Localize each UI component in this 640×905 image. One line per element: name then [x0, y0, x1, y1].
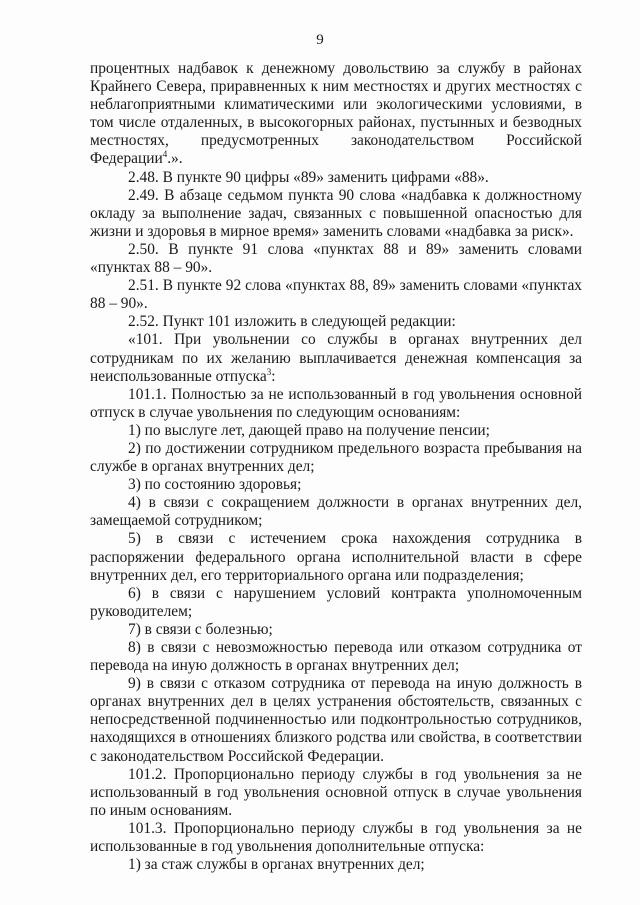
- paragraph-item-8: [90, 639, 582, 675]
- paragraph-text: 6) в связи с нарушением условий контракта уполномоченным руководителем;: [90, 584, 582, 620]
- paragraph-p-2-49: [90, 187, 582, 241]
- paragraph-item-2: [90, 440, 582, 476]
- paragraph-text: 101.1. Полностью за не использованный в год увольнения основной отпуск в случае увольнения по следующим основаниям:: [90, 385, 582, 421]
- paragraph-text: 7) в связи с болезнью;: [128, 620, 273, 638]
- paragraph-item-3: [90, 476, 582, 494]
- paragraph-item-7: [90, 621, 582, 639]
- footnote-marker: 3: [266, 366, 272, 377]
- paragraph-p-101-2: [90, 766, 582, 820]
- document-body: [90, 60, 582, 874]
- paragraph-sub-1: [90, 856, 582, 874]
- paragraph-text: процентных надбавок к денежному довольствию за службу в районах Крайнего Севера, приравненных к ним местностях и других местностях с неблагоприятными климатическими или экологическими условиями, в том числе отдаленных, в высокогорных районах, пустынных и безводных местностях, предусмотренных законодательством Российской Федерации: [90, 60, 582, 168]
- paragraph-p-2-48: [90, 169, 582, 187]
- paragraph-text: 1) по выслуге лет, дающей право на получение пенсии;: [128, 421, 490, 439]
- paragraph-text: 5) в связи с истечением срока нахождения сотрудника в распоряжении федерального органа исполнительной власти в сфере внутренних дел, его территориального органа или подразделения;: [90, 530, 582, 584]
- paragraph-p-101-3: [90, 820, 582, 856]
- paragraph-text: 2.52. Пункт 101 изложить в следующей редакции:: [128, 313, 456, 331]
- paragraph-p-2-50: [90, 241, 582, 277]
- page-number: 9: [316, 32, 324, 48]
- paragraph-tail: :: [271, 367, 276, 385]
- paragraph-p-101: [90, 331, 582, 385]
- paragraph-item-6: [90, 585, 582, 621]
- paragraph-text: 2) по достижении сотрудником предельного возраста пребывания на службе в органах внутренних дел;: [90, 439, 582, 476]
- paragraph-text: 8) в связи с невозможностью перевода или отказом сотрудника от перевода на иную должность в органах внутренних дел;: [90, 639, 582, 675]
- paragraph-text: 101.2. Пропорционально периоду службы в год увольнения за не использованный в год увольнения основной отпуск в случае увольнения по иным основаниям.: [90, 765, 582, 819]
- paragraph-tail: .».: [167, 150, 183, 168]
- paragraph-item-1: [90, 422, 582, 440]
- footnote-marker: 4: [162, 149, 168, 160]
- paragraph-p-2-52: [90, 313, 582, 331]
- paragraph-text: 2.50. В пункте 91 слова «пунктах 88 и 89» заменить словами «пунктах 88 – 90».: [90, 240, 582, 277]
- paragraph-item-5: [90, 530, 582, 584]
- paragraph-p-2-51: [90, 277, 582, 313]
- paragraph-text: 4) в связи с сокращением должности в органах внутренних дел, замещаемой сотрудником;: [90, 494, 582, 530]
- paragraph-cont: [90, 60, 582, 169]
- paragraph-text: 2.49. В абзаце седьмом пункта 90 слова «надбавка к должностному окладу за выполнение задач, связанных с повышенной опасностью для жизни и здоровья в мирное время» заменить словами «надбавка за риск».: [90, 186, 582, 240]
- paragraph-p-101-1: [90, 386, 582, 422]
- paragraph-text: 101.3. Пропорционально периоду службы в год увольнения за не использованные в год увольнения дополнительные отпуска:: [90, 819, 582, 856]
- paragraph-item-9: [90, 675, 582, 765]
- paragraph-text: 2.51. В пункте 92 слова «пунктах 88, 89» заменить словами «пунктах 88 – 90».: [90, 277, 582, 313]
- paragraph-text: 1) за стаж службы в органах внутренних дел;: [128, 856, 425, 874]
- paragraph-item-4: [90, 494, 582, 530]
- paragraph-text: 2.48. В пункте 90 цифры «89» заменить цифрами «88».: [128, 168, 489, 186]
- paragraph-text: 3) по состоянию здоровья;: [128, 476, 302, 494]
- paragraph-text: «101. При увольнении со службы в органах внутренних дел сотрудникам по их желанию выплачивается денежная компенсация за неиспользованные отпуска: [90, 331, 582, 385]
- paragraph-text: 9) в связи с отказом сотрудника от перевода на иную должность в органах внутренних дел в целях устранения обстоятельств, связанных с непосредственной подчиненностью или подконтрольностью сотрудников, находящихся в отношениях близкого родства или свойства, в соответствии с законодательством Российской Федерации.: [90, 675, 582, 765]
